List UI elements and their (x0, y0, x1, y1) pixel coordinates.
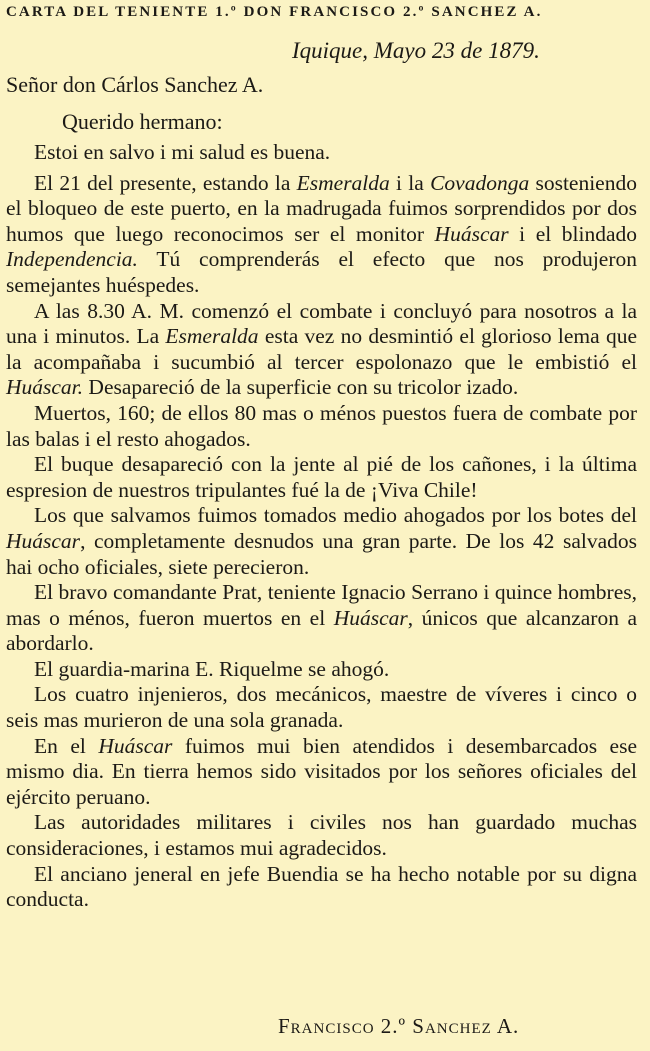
ship-name-italic: Covadonga (430, 170, 530, 195)
paragraph-text: Desapareció de la superficie con su tricolor izado. (83, 375, 519, 400)
letter-paragraph (6, 657, 637, 683)
paragraph-text: , completamente desnudos una gran parte. De los 42 salvados hai ocho oficiales, siete perecieron. (6, 528, 637, 579)
paragraph-text: Muertos, 160; de ellos 80 mas o ménos puestos fuera de combate por las balas i el resto ahogados. (6, 400, 637, 451)
letter-paragraph (6, 503, 637, 580)
greeting: Querido hermano: (62, 109, 223, 134)
letter-title: CARTA DEL TENIENTE 1.º DON FRANCISCO 2.º SANCHEZ A. (6, 4, 543, 20)
paragraph-text: El 21 del presente, estando la (34, 170, 297, 195)
paragraph-text: , únicos que alcanzaron a abordarlo. (6, 605, 637, 656)
letter-paragraph (6, 140, 637, 166)
letter-paragraph (6, 452, 637, 503)
signature: Francisco 2.º Sanchez A. (278, 1014, 520, 1038)
paragraph-text: fuimos mui bien atendidos i desembarcados ese mismo dia. En tierra hemos sido visitados por los señores oficiales del ejército peruano. (6, 733, 638, 809)
paragraph-text: Las autoridades militares i civiles nos han guardado muchas consideraciones, i estamos mui agradecidos. (6, 810, 637, 861)
letter-paragraph (6, 580, 637, 657)
paragraph-text: A las 8.30 A. M. comenzó el combate i concluyó para nosotros a la una i minutos. La (6, 298, 637, 349)
letter-paragraph (6, 299, 637, 401)
letter-paragraph (6, 401, 637, 452)
ship-name-italic: Esmeralda (296, 170, 390, 195)
letter-paragraph (6, 734, 637, 811)
letter-body (6, 140, 637, 913)
paragraph-text: sosteniendo el bloqueo de este puerto, en la madrugada fuimos sorprendidos por dos humos que luego reconocimos ser el monitor (6, 170, 637, 246)
paragraph-text: El anciano jeneral en jefe Buendia se ha hecho notable por su digna conducta. (6, 861, 637, 912)
letter-paragraph (6, 171, 637, 299)
letter-paragraph (6, 862, 637, 913)
ship-name-italic: Huáscar (333, 605, 408, 630)
ship-name-italic: Huáscar (6, 528, 81, 553)
paragraph-text: Estoi en salvo i mi salud es buena. (34, 140, 331, 164)
letter-paragraph (6, 682, 637, 733)
paragraph-text: El buque desapareció con la jente al pié de los cañones, i la última espresion de nuestros tripulantes fué la de ¡Viva Chile! (6, 452, 637, 502)
paragraph-text: Los que salvamos fuimos tomados medio ahogados por los botes del (34, 503, 637, 528)
salutation: Señor don Cárlos Sanchez A. (6, 72, 264, 97)
paragraph-text: i el blindado (508, 221, 637, 246)
paragraph-text: El guardia-marina E. Riquelme se ahogó. (34, 656, 390, 681)
letter-paragraph (6, 810, 637, 861)
ship-name-italic: Huáscar. (6, 375, 84, 400)
ship-name-italic: Huáscar (434, 221, 509, 246)
ship-name-italic: Esmeralda (165, 324, 259, 349)
paragraph-text: esta vez no desmintió el glorioso lema que la acompañaba i sucumbió al tercer espolonazo que le embistió el (6, 324, 637, 374)
paragraph-text: i la (389, 170, 431, 195)
paragraph-text: Tú comprenderás el efecto que nos produjeron semejantes huéspedes. (6, 247, 637, 297)
paragraph-text: En el (34, 733, 99, 758)
paragraph-text: El bravo comandante Prat, teniente Ignacio Serrano i quince hombres, mas o ménos, fueron muertos en el (6, 580, 637, 630)
dateline: Iquique, Mayo 23 de 1879. (292, 38, 540, 63)
paragraph-text: Los cuatro injenieros, dos mecánicos, maestre de víveres i cinco o seis mas murieron de una sola granada. (6, 682, 637, 733)
ship-name-italic: Huáscar (98, 733, 173, 758)
ship-name-italic: Independencia. (6, 247, 138, 272)
